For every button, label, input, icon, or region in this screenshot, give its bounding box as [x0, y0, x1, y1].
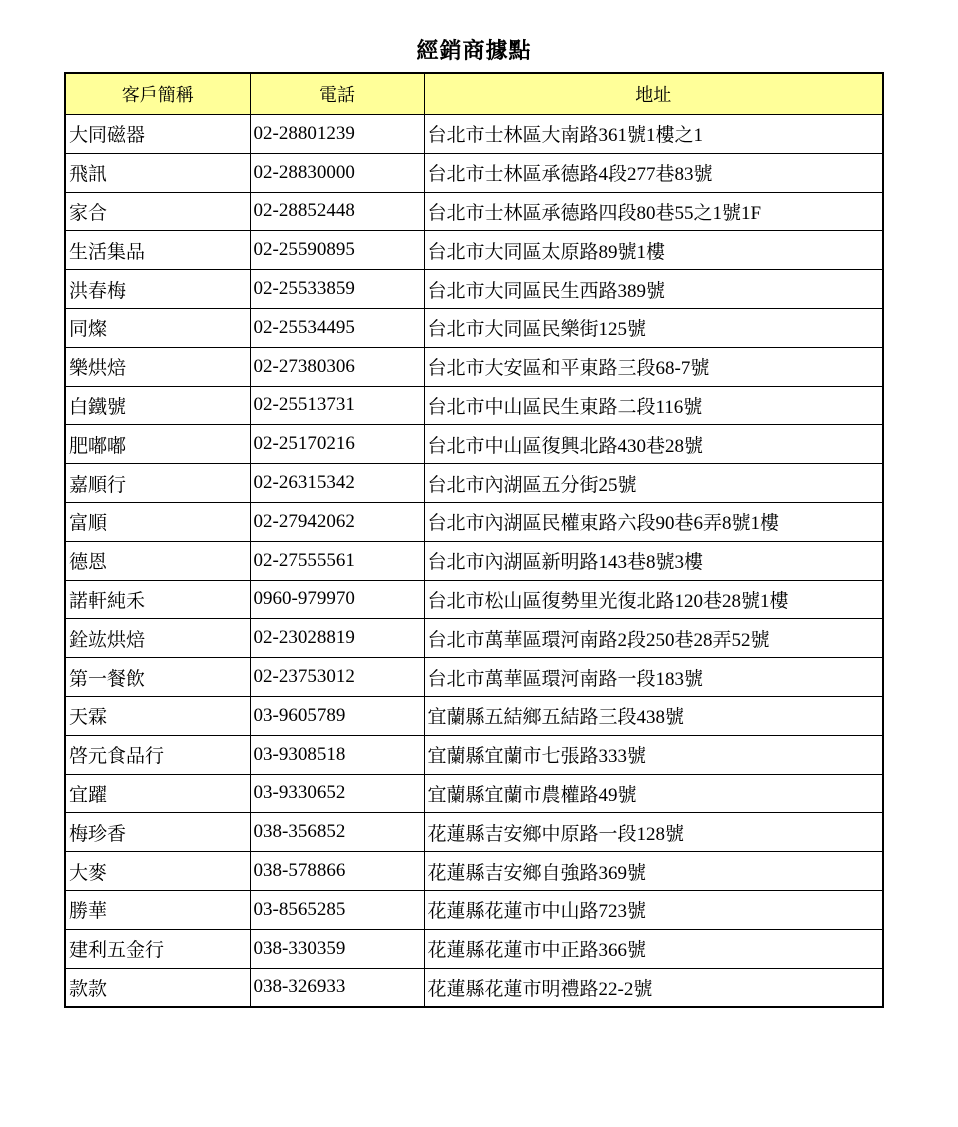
- cell-address: 台北市內湖區民權東路六段90巷6弄8號1樓: [424, 502, 883, 541]
- cell-name: 德恩: [65, 541, 250, 580]
- table-row: [65, 347, 883, 386]
- cell-phone: 03-9605789: [250, 696, 424, 735]
- cell-address: 台北市中山區民生東路二段116號: [424, 386, 883, 425]
- table-row: [65, 425, 883, 464]
- cell-phone: 02-23028819: [250, 619, 424, 658]
- table-row: [65, 890, 883, 929]
- cell-address: 宜蘭縣宜蘭市七張路333號: [424, 735, 883, 774]
- cell-name: 銓竑烘焙: [65, 619, 250, 658]
- cell-phone: 02-25170216: [250, 425, 424, 464]
- cell-address: 花蓮縣吉安鄉中原路一段128號: [424, 813, 883, 852]
- cell-address: 台北市松山區復勢里光復北路120巷28號1樓: [424, 580, 883, 619]
- table-row: [65, 580, 883, 619]
- cell-phone: 02-23753012: [250, 658, 424, 697]
- table-row: [65, 115, 883, 154]
- table-row: [65, 696, 883, 735]
- cell-address: 台北市大同區太原路89號1樓: [424, 231, 883, 270]
- table-header-row: [65, 73, 883, 115]
- cell-phone: 038-578866: [250, 852, 424, 891]
- table-row: [65, 813, 883, 852]
- cell-name: 諾軒純禾: [65, 580, 250, 619]
- cell-name: 款款: [65, 968, 250, 1007]
- cell-address: 台北市內湖區新明路143巷8號3樓: [424, 541, 883, 580]
- table-row: [65, 658, 883, 697]
- cell-name: 天霖: [65, 696, 250, 735]
- cell-name: 建利五金行: [65, 929, 250, 968]
- cell-address: 台北市中山區復興北路430巷28號: [424, 425, 883, 464]
- cell-name: 樂烘焙: [65, 347, 250, 386]
- cell-address: 宜蘭縣五結鄉五結路三段438號: [424, 696, 883, 735]
- table-row: [65, 386, 883, 425]
- cell-name: 第一餐飲: [65, 658, 250, 697]
- cell-name: 肥嘟嘟: [65, 425, 250, 464]
- column-header-name: 客戶簡稱: [65, 73, 250, 115]
- table-row: [65, 153, 883, 192]
- table-row: [65, 464, 883, 503]
- column-header-phone: 電話: [250, 73, 424, 115]
- cell-phone: 038-356852: [250, 813, 424, 852]
- cell-name: 大同磁器: [65, 115, 250, 154]
- cell-phone: 02-28830000: [250, 153, 424, 192]
- cell-name: 洪春梅: [65, 270, 250, 309]
- cell-name: 白鐵號: [65, 386, 250, 425]
- cell-phone: 038-330359: [250, 929, 424, 968]
- cell-address: 台北市大同區民生西路389號: [424, 270, 883, 309]
- cell-name: 飛訊: [65, 153, 250, 192]
- cell-name: 勝華: [65, 890, 250, 929]
- table-row: [65, 308, 883, 347]
- cell-address: 台北市士林區承德路四段80巷55之1號1F: [424, 192, 883, 231]
- table-row: [65, 270, 883, 309]
- cell-address: 宜蘭縣宜蘭市農權路49號: [424, 774, 883, 813]
- cell-address: 台北市內湖區五分街25號: [424, 464, 883, 503]
- table-row: [65, 541, 883, 580]
- cell-name: 富順: [65, 502, 250, 541]
- cell-address: 花蓮縣花蓮市明禮路22-2號: [424, 968, 883, 1007]
- table-row: [65, 852, 883, 891]
- cell-name: 大麥: [65, 852, 250, 891]
- cell-address: 台北市士林區大南路361號1樓之1: [424, 115, 883, 154]
- table-row: [65, 231, 883, 270]
- cell-phone: 02-25590895: [250, 231, 424, 270]
- cell-phone: 02-27555561: [250, 541, 424, 580]
- table-row: [65, 968, 883, 1007]
- cell-phone: 02-28852448: [250, 192, 424, 231]
- table-row: [65, 735, 883, 774]
- cell-phone: 03-9308518: [250, 735, 424, 774]
- table-row: [65, 619, 883, 658]
- cell-phone: 02-27942062: [250, 502, 424, 541]
- cell-address: 花蓮縣吉安鄉自強路369號: [424, 852, 883, 891]
- table-row: [65, 929, 883, 968]
- cell-address: 花蓮縣花蓮市中正路366號: [424, 929, 883, 968]
- cell-address: 台北市萬華區環河南路2段250巷28弄52號: [424, 619, 883, 658]
- cell-phone: 02-25534495: [250, 308, 424, 347]
- cell-address: 台北市大安區和平東路三段68-7號: [424, 347, 883, 386]
- cell-name: 啓元食品行: [65, 735, 250, 774]
- cell-phone: 02-26315342: [250, 464, 424, 503]
- cell-name: 宜躍: [65, 774, 250, 813]
- cell-phone: 02-25533859: [250, 270, 424, 309]
- cell-phone: 038-326933: [250, 968, 424, 1007]
- cell-phone: 0960-979970: [250, 580, 424, 619]
- table-row: [65, 192, 883, 231]
- page-title: 經銷商據點: [416, 39, 532, 64]
- cell-phone: 03-9330652: [250, 774, 424, 813]
- cell-phone: 03-8565285: [250, 890, 424, 929]
- cell-name: 嘉順行: [65, 464, 250, 503]
- table-row: [65, 502, 883, 541]
- cell-phone: 02-27380306: [250, 347, 424, 386]
- cell-phone: 02-25513731: [250, 386, 424, 425]
- cell-address: 花蓮縣花蓮市中山路723號: [424, 890, 883, 929]
- dealer-table: [64, 72, 884, 1008]
- cell-name: 同燦: [65, 308, 250, 347]
- table-row: [65, 774, 883, 813]
- cell-name: 梅珍香: [65, 813, 250, 852]
- cell-address: 台北市萬華區環河南路一段183號: [424, 658, 883, 697]
- cell-name: 生活集品: [65, 231, 250, 270]
- cell-name: 家合: [65, 192, 250, 231]
- cell-address: 台北市士林區承德路4段277巷83號: [424, 153, 883, 192]
- column-header-address: 地址: [424, 73, 883, 115]
- cell-address: 台北市大同區民樂街125號: [424, 308, 883, 347]
- cell-phone: 02-28801239: [250, 115, 424, 154]
